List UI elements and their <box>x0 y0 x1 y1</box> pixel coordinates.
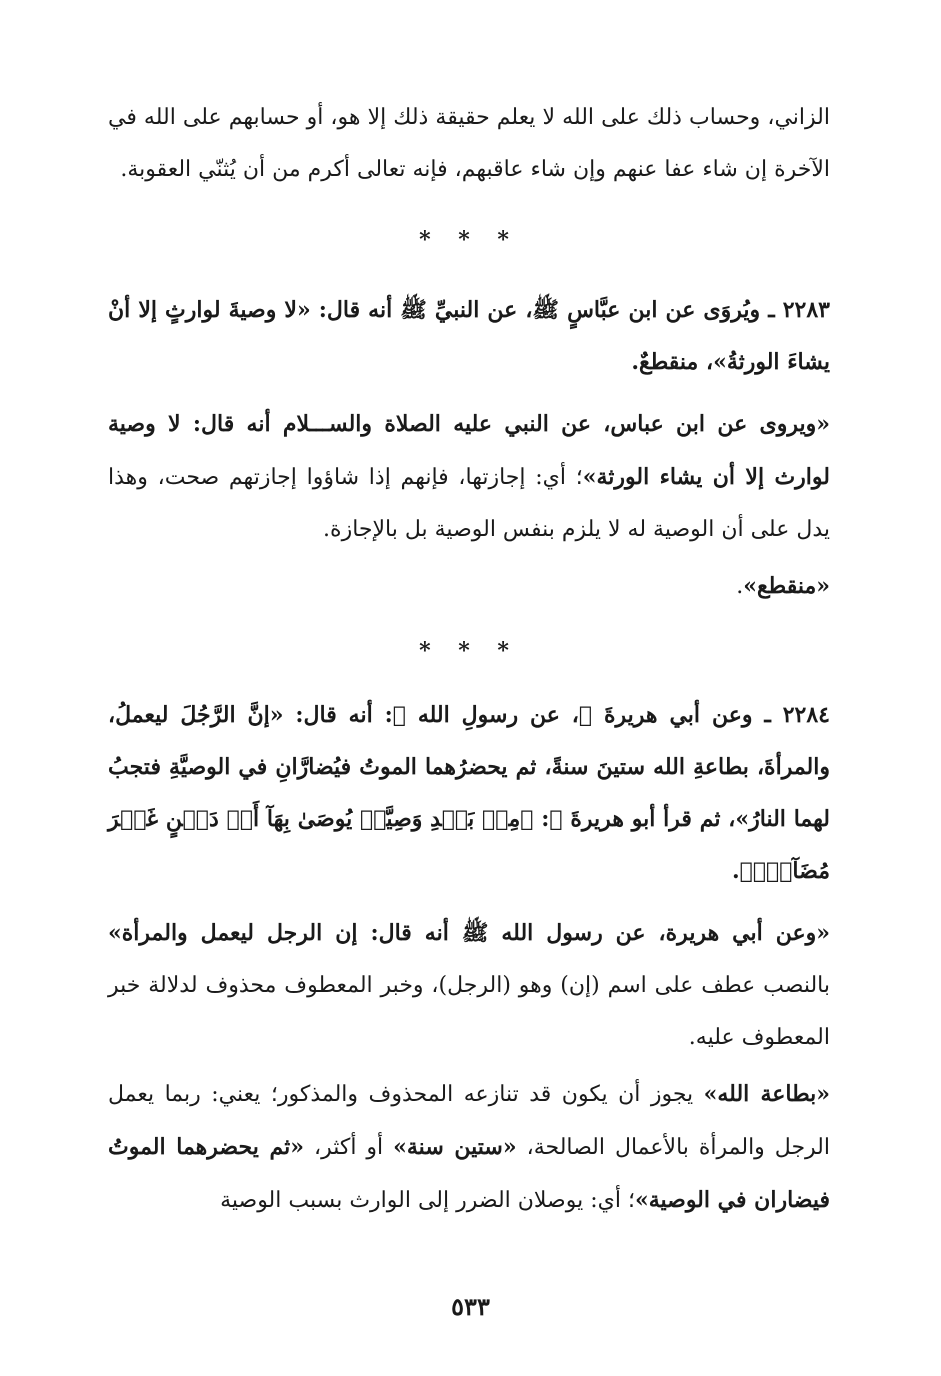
section-separator: * * * <box>419 638 519 664</box>
commentary-munqati <box>108 560 830 613</box>
commentary-text: ؛ أي: يوصلان الضرر إلى الوارث بسبب الوصية <box>220 1188 635 1213</box>
commentary-text: أو أكثر، <box>303 1135 394 1160</box>
quoted-text: «وعن أبي هريرة، عن رسول الله ﷺ أنه قال: إن الرجل ليعمل والمرأة» <box>108 920 830 946</box>
hadith-2284: ٢٢٨٤ ـ وعن أبي هريرةَ ﷺ، عن رسولِ الله ﷺ: أنه قال: «إنَّ الرَّجُلَ ليعملُ، والمرأةَ، بطاعةِ الله ستينَ سنةً، ثم يحضرُهما الموتُ فيُضارَّانِ في الوصيَّةِ فتجبُ لهما النارُ»، ثم قرأ أبو هريرةَ ﷺ: ﴿مِنۢ بَعۡدِ وَصِيَّةٖ يُوصَىٰ بِهَآ أَوۡ دَيۡنٍ غَيۡرَ مُضَآرّٖ﴾. <box>108 702 830 884</box>
commentary-2283 <box>108 398 830 556</box>
commentary-text: ؛ أي: إجازتها، فإنهم إذا شاؤوا إجازتهم صحت، وهذا يدل على أن الوصية له لا يلزم بنفس الوصية بل بالإجازة. <box>108 465 830 542</box>
section-separator: * * * <box>419 227 519 253</box>
quoted-text: «بطاعة الله» <box>703 1081 830 1107</box>
commentary-text: بالنصب عطف على اسم (إن) وهو (الرجل)، وخبر المعطوف محذوف لدلالة خبر المعطوف عليه. <box>108 973 830 1050</box>
quoted-text: «منقطع» <box>743 573 830 599</box>
commentary-2284-a <box>108 907 830 1064</box>
quoted-text: «ويروى عن ابن عباس، عن النبي عليه الصلاة والســـلام أنه قال: لا وصية لوارث إلا أن يشاء الورثة» <box>108 411 830 490</box>
commentary-text: . <box>736 574 744 599</box>
commentary-text: يجوز أن يكون قد تنازعه المحذوف والمذكور؛ يعني: ربما يعمل الرجل والمرأة بالأعمال الصالحة، <box>108 1082 831 1160</box>
page-content <box>108 92 830 1227</box>
page-number: ٥٣٣ <box>451 1292 490 1321</box>
commentary-2284-b <box>108 1068 830 1227</box>
hadith-2283: ٢٢٨٣ ـ ويُروَى عن ابن عبَّاسٍ ﷺ، عن النبيِّ ﷺ أنه قال: «لا وصيةَ لوارثٍ إلا أنْ يشاءَ الورثةُ»، منقطعٌ. <box>108 297 830 375</box>
quoted-text: «ثم يحضرهما الموتُ فيضاران في الوصية» <box>108 1134 830 1213</box>
paragraph-intro: الزاني، وحساب ذلك على الله لا يعلم حقيقة ذلك إلا هو، أو حسابهم على الله في الآخرة إن شاء عفا عنهم وإن شاء عاقبهم، فإنه تعالى أكرم من أن يُثنّي العقوبة. <box>108 105 830 182</box>
quoted-text: «ستين سنة» <box>393 1134 517 1160</box>
